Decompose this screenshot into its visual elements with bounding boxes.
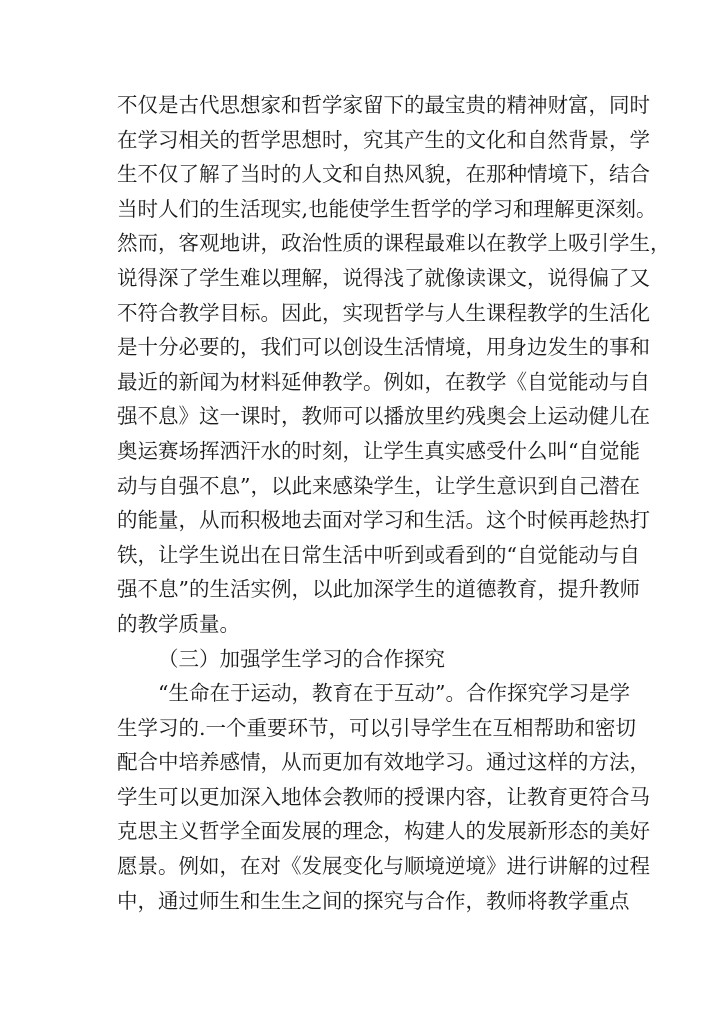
- body-text: [117, 88, 671, 918]
- text-line: 配合中培养感情，从而更加有效地学习。通过这样的方法，: [117, 750, 650, 775]
- text-line: 铁，让学生说出在日常生活中听到或看到的“自觉能动与自: [117, 542, 640, 567]
- paragraph-first-line: “生命在于运动，教育在于互动”。合作探究学习是学: [158, 681, 630, 706]
- text-line: 是十分必要的，我们可以创设生活情境，用身边发生的事和: [117, 335, 650, 360]
- text-line: 不仅是古代思想家和哲学家留下的最宝贵的精神财富，同时: [117, 93, 650, 117]
- text-line: 说得深了学生难以理解，说得浅了就像读课文，说得偏了又: [117, 265, 650, 290]
- text-line: 最近的新闻为材料延伸教学。例如，在教学《自觉能动与自: [117, 369, 650, 394]
- text-line: 中，通过师生和生生之间的探究与合作，教师将教学重点: [117, 888, 630, 913]
- text-line: 当时人们的生活现实,也能使学生哲学的学习和理解更深刻。: [117, 196, 657, 221]
- text-line: 的能量，从而积极地去面对学习和生活。这个时候再趁热打: [117, 508, 650, 533]
- paragraph-end-line: 的教学质量。: [117, 611, 240, 636]
- text-line: 学生可以更加深入地体会教师的授课内容，让教育更符合马: [117, 784, 650, 809]
- text-line: 愿景。例如，在对《发展变化与顺境逆境》进行讲解的过程: [117, 854, 650, 879]
- text-line: 强不息”的生活实例，以此加深学生的道德教育，提升教师: [117, 577, 640, 602]
- text-line: 在学习相关的哲学思想时，究其产生的文化和自然背景，学: [117, 127, 650, 152]
- text-line: 生不仅了解了当时的人文和自热风貌，在那种情境下，结合: [117, 162, 650, 187]
- text-line: 然而，客观地讲，政治性质的课程最难以在教学上吸引学生，: [117, 231, 671, 256]
- text-line: 奥运赛场挥洒汗水的时刻，让学生真实感受什么叫“自觉能: [117, 438, 640, 463]
- section-heading: （三）加强学生学习的合作探究: [158, 646, 445, 671]
- text-line: 强不息》这一课时，教师可以播放里约残奥会上运动健儿在: [117, 404, 650, 429]
- text-line: 动与自强不息”，以此来感染学生，让学生意识到自己潜在: [117, 473, 640, 498]
- text-line: 生学习的.一个重要环节，可以引导学生在互相帮助和密切: [117, 715, 637, 740]
- text-line: 不符合教学目标。因此，实现哲学与人生课程教学的生活化: [117, 300, 650, 325]
- text-line: 克思主义哲学全面发展的理念，构建人的发展新形态的美好: [117, 819, 650, 844]
